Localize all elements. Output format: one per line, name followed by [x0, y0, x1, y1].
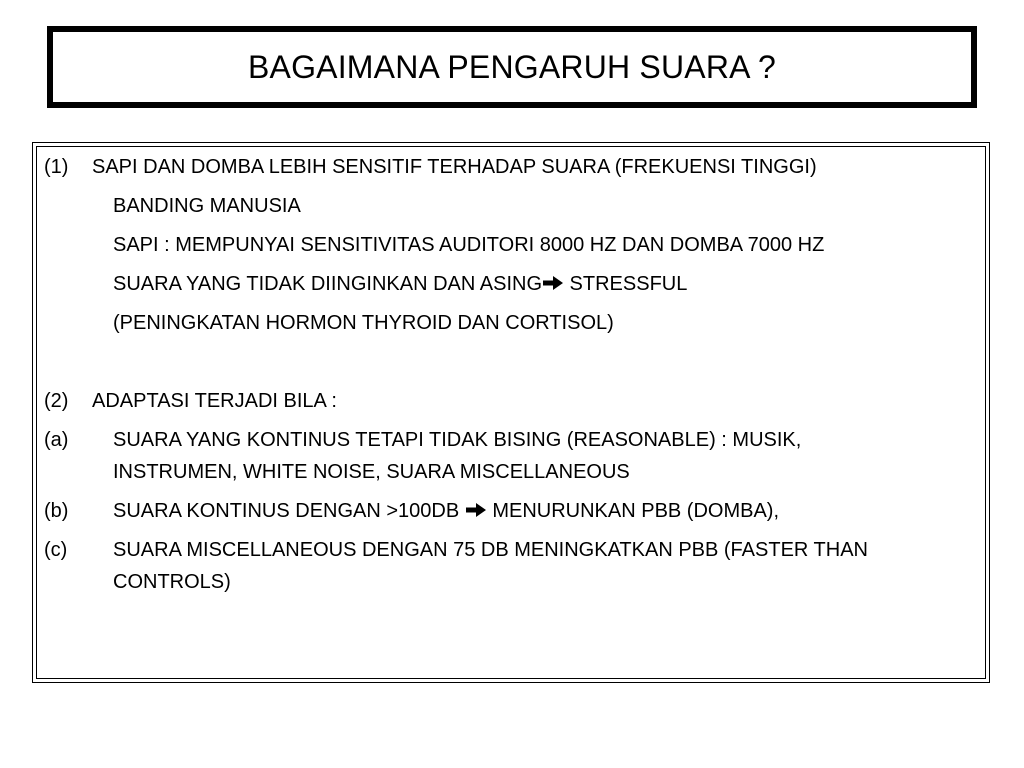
- item-a-label: (a): [44, 429, 69, 451]
- slide-title-box: [47, 26, 977, 108]
- section-2-heading: ADAPTASI TERJADI BILA :: [92, 390, 337, 412]
- section-1-line-4-result: STRESSFUL: [564, 273, 688, 295]
- item-c-label: (c): [44, 539, 68, 561]
- item-b-text: SUARA KONTINUS DENGAN >100DB: [113, 500, 465, 522]
- section-1-line-4: [113, 268, 687, 300]
- content-box: [32, 142, 990, 683]
- item-a-line-1: SUARA YANG KONTINUS TETAPI TIDAK BISING (REASONABLE) : MUSIK,: [113, 429, 802, 451]
- right-arrow-icon: [465, 502, 487, 518]
- section-1-line-3: SAPI : MEMPUNYAI SENSITIVITAS AUDITORI 8000 HZ DAN DOMBA 7000 HZ: [113, 234, 825, 256]
- item-b-result: MENURUNKAN PBB (DOMBA),: [486, 500, 780, 522]
- section-2-number: (2): [44, 390, 69, 412]
- item-c-line-1: SUARA MISCELLANEOUS DENGAN 75 DB MENINGKATKAN PBB (FASTER THAN: [113, 539, 868, 561]
- item-c-line-2: CONTROLS): [113, 571, 231, 593]
- right-arrow-icon: [542, 275, 564, 291]
- section-1-line-5: (PENINGKATAN HORMON THYROID DAN CORTISOL): [113, 312, 614, 334]
- section-1-line-2: BANDING MANUSIA: [113, 195, 301, 217]
- section-1-line-4-text: SUARA YANG TIDAK DIINGINKAN DAN ASING: [113, 273, 542, 295]
- item-b-line: [113, 495, 779, 527]
- item-b-label: (b): [44, 500, 69, 522]
- slide-title: BAGAIMANA PENGARUH SUARA ?: [247, 48, 776, 85]
- item-a-line-2: INSTRUMEN, WHITE NOISE, SUARA MISCELLANEOUS: [113, 461, 630, 483]
- section-1-line-1: SAPI DAN DOMBA LEBIH SENSITIF TERHADAP SUARA (FREKUENSI TINGGI): [92, 156, 817, 178]
- section-1-number: (1): [44, 156, 69, 178]
